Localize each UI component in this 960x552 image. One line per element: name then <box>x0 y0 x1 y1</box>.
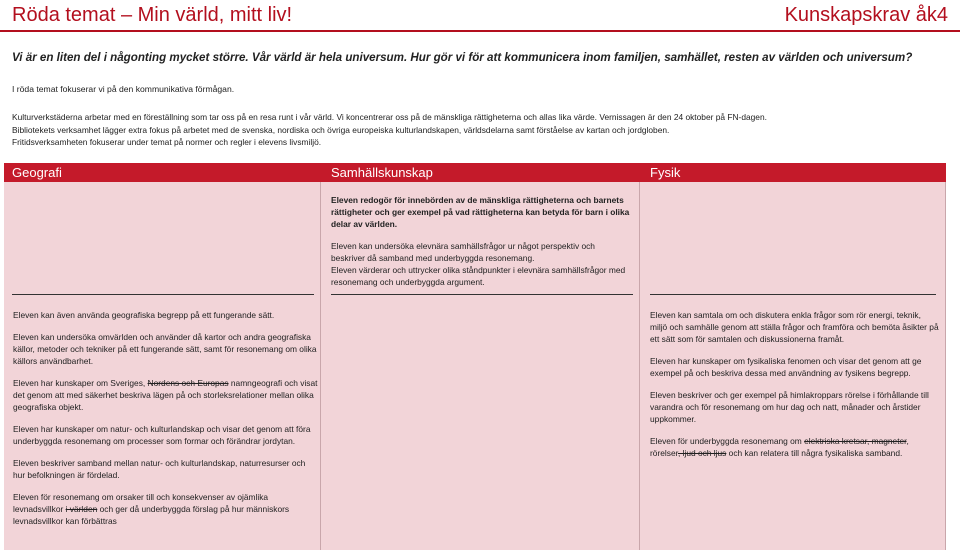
slogan: Vi är en liten del i någonting mycket större. Vår värld är hela universum. Hur gör vi för att kommunicera inom familjen, samhället, resten av världen och universum? <box>12 51 913 64</box>
criterion: Eleven har kunskaper om natur- och kulturlandskap och visar det genom att föra underbyggda resonemang om processer som formar och förändrar jordytan. <box>13 424 311 446</box>
focus-text: I röda temat fokuserar vi på den kommunikativa förmågan. <box>12 84 235 94</box>
column-fysik <box>640 182 946 550</box>
column-geografi <box>4 182 321 550</box>
intro-paragraphs <box>12 111 952 149</box>
fysik-criteria <box>650 309 940 469</box>
struck-text: i världen <box>65 504 98 514</box>
criterion-text: namngeografi och visat det genom att med säkerhet beskriva lägen på och storleksrelationer mellan olika geografiska objekt. <box>13 378 318 412</box>
struck-text: Nordens och Europas <box>147 378 229 388</box>
criterion <box>650 435 940 459</box>
criterion <box>13 377 318 413</box>
title-bar <box>0 0 960 30</box>
criterion <box>13 491 318 527</box>
criterion-text: Eleven för underbyggda resonemang om <box>650 436 805 446</box>
intro-paragraph: Kulturverkstäderna arbetar med en föreställning som tar oss på en resa runt i vår värld. Vi koncentrerar oss på de mänskliga rättigheterna och allas lika värde. Vernissagen är den 24 oktober på FN-dagen. <box>12 112 767 122</box>
intro-paragraph: Bibliotekets verksamhet lägger extra fokus på arbetet med de svenska, nordiska och övriga europeiska kulturlandskapen, världsdelarna samt förståelse av kartan och jordgloben. <box>12 124 670 135</box>
page-subtitle: Kunskapskrav åk4 <box>784 3 948 26</box>
criterion: Eleven kan samtala om och diskutera enkla frågor som rör energi, teknik, miljö och samhälle genom att ställa frågor och framföra och bemöta åsikter på ett sätt som för samtalen och diskussionerna framåt. <box>650 310 939 344</box>
criterion-text: Eleven har kunskaper om Sveriges, <box>13 378 148 388</box>
header-samhallskunskap: Samhällskunskap <box>331 165 433 180</box>
criterion: Eleven kan även använda geografiska begrepp på ett fungerande sätt. <box>13 310 275 320</box>
criterion: Eleven beskriver och ger exempel på himlakroppars rörelse i förhållande till varandra och för resonemang om hur dag och natt, månader och årstider uppkommer. <box>650 390 929 424</box>
criterion-text: Eleven för resonemang om orsaker till och konsekvenser av ojämlika levnadsvillkor <box>13 492 269 514</box>
struck-text: elektriska kretsar, magneter <box>804 436 907 446</box>
header-geografi: Geografi <box>12 165 62 180</box>
title-divider <box>0 30 960 32</box>
page-title: Röda temat – Min värld, mitt liv! <box>12 3 293 26</box>
samhall-criteria <box>331 194 631 298</box>
column-samhallskunskap <box>321 182 640 550</box>
criterion: Eleven kan undersöka omvärlden och använder då kartor och andra geografiska källor, metoder och tekniker på ett fungerande sätt, samt för resonemang om olika källors användbarhet. <box>13 332 317 366</box>
criterion-text: och ger då underbyggda förslag på hur människors levnadsvillkor kan förbättras <box>13 504 290 526</box>
subject-header-bar <box>4 163 946 182</box>
criterion: Eleven kan undersöka elevnära samhällsfrågor ur något perspektiv och beskriver då samband med underbyggda resonemang. <box>331 241 595 263</box>
divider-line <box>331 294 633 295</box>
divider-line <box>650 294 936 295</box>
criterion: Eleven beskriver samband mellan natur- och kulturlandskap, naturresurser och hur befolkningen är fördelad. <box>13 458 306 480</box>
divider-line <box>12 294 314 295</box>
criterion-text: och kan relatera till några fysikaliska samband. <box>726 448 903 458</box>
criterion: Eleven har kunskaper om fysikaliska fenomen och visar det genom att ge exempel på och beskriva dessa med användning av fysikens begrepp. <box>650 356 922 378</box>
intro-paragraph: Fritidsverksamheten fokuserar under temat på normer och regler i elevens livsmiljö. <box>12 137 322 147</box>
geografi-criteria <box>13 309 318 537</box>
header-fysik: Fysik <box>650 165 681 180</box>
criterion-text: , rörelser <box>650 436 909 458</box>
criterion: Eleven värderar och uttrycker olika ståndpunkter i elevnära samhällsfrågor med resonemang och underbyggda argument. <box>331 265 626 287</box>
struck-text: , ljud och ljus <box>677 448 727 458</box>
criterion: Eleven redogör för innebörden av de mänskliga rättigheterna och barnets rättigheter och ger exempel på vad rättigheterna kan betyda för barn i olika delar av världen. <box>331 195 630 229</box>
